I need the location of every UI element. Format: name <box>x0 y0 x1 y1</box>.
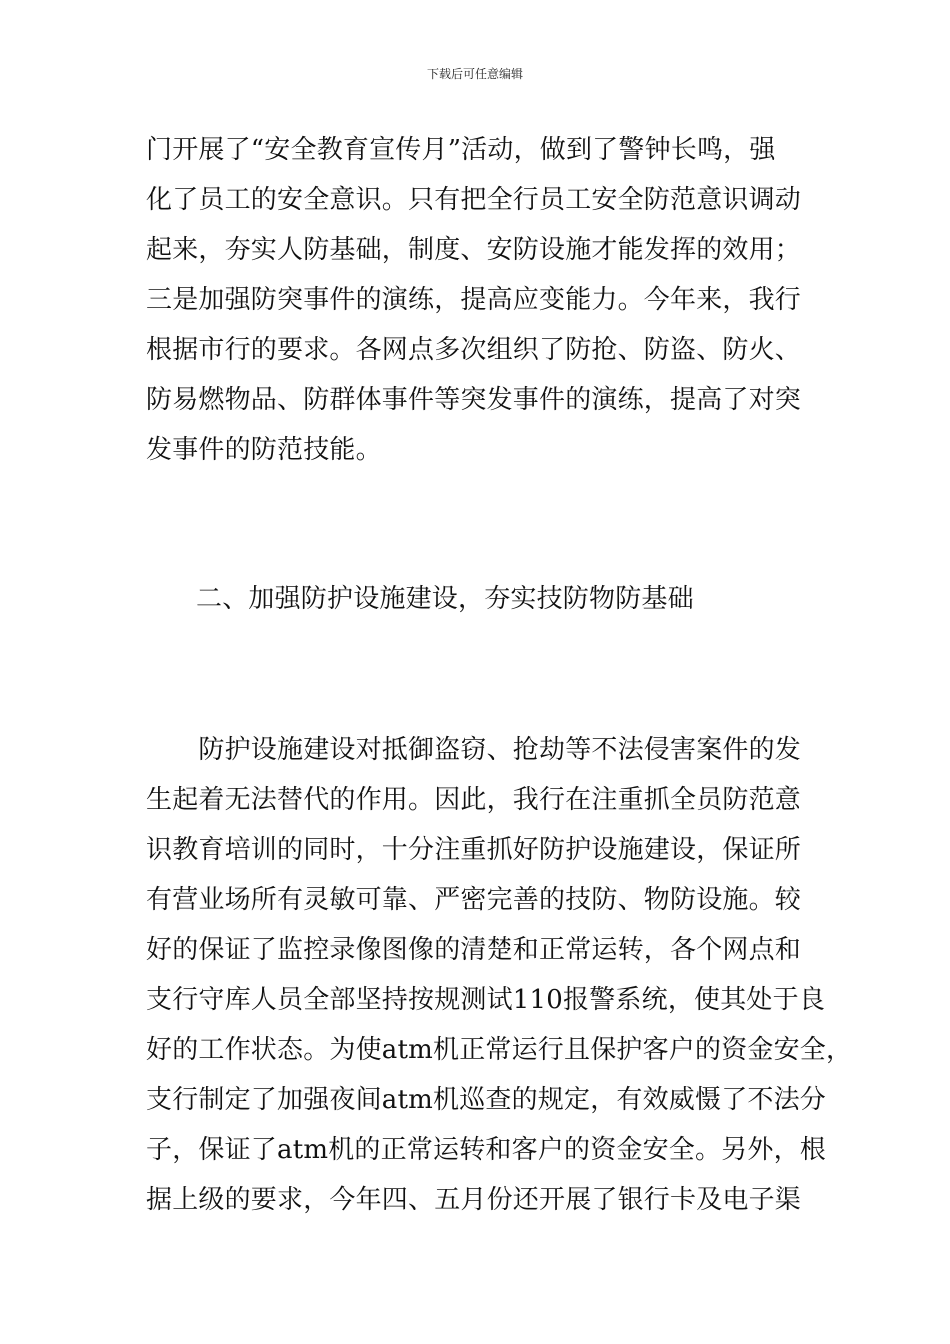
paragraph-line: 防护设施建设对抵御盗窃、抢劫等不法侵害案件的发 <box>146 735 802 765</box>
paragraph-line: 门开展了“安全教育宣传月”活动，做到了警钟长鸣，强 <box>146 135 776 165</box>
paragraph-line: 好的保证了监控录像图像的清楚和正常运转，各个网点和 <box>146 935 802 965</box>
paragraph-line: 根据市行的要求。各网点多次组织了防抢、防盗、防火、 <box>146 335 802 365</box>
paragraph-line: 子，保证了atm机的正常运转和客户的资金安全。另外，根 <box>146 1135 827 1165</box>
paragraph-line: 支行守库人员全部坚持按规测试110报警系统，使其处于良 <box>146 985 826 1015</box>
paragraph-line: 起来，夯实人防基础，制度、安防设施才能发挥的效用； <box>146 235 802 265</box>
paragraph-line: 好的工作状态。为使atm机正常运行且保护客户的资金安全， <box>146 1035 853 1065</box>
paragraph-line: 据上级的要求，今年四、五月份还开展了银行卡及电子渠 <box>146 1185 802 1215</box>
section-heading: 二、加强防护设施建设，夯实技防物防基础 <box>196 584 694 614</box>
paragraph-line: 三是加强防突事件的演练，提高应变能力。今年来，我行 <box>146 285 802 315</box>
paragraph-line: 防易燃物品、防群体事件等突发事件的演练，提高了对突 <box>146 385 802 415</box>
paragraph-line: 化了员工的安全意识。只有把全行员工安全防范意识调动 <box>146 185 802 215</box>
page-header: 下载后可任意编辑 <box>426 67 523 81</box>
paragraph-line: 识教育培训的同时，十分注重抓好防护设施建设，保证所 <box>146 835 802 865</box>
paragraph-line: 发事件的防范技能。 <box>146 435 382 465</box>
paragraph-line: 支行制定了加强夜间atm机巡查的规定，有效威慑了不法分 <box>146 1085 827 1115</box>
paragraph-line: 有营业场所有灵敏可靠、严密完善的技防、物防设施。较 <box>146 885 802 915</box>
paragraph-line: 生起着无法替代的作用。因此，我行在注重抓全员防范意 <box>146 785 802 815</box>
